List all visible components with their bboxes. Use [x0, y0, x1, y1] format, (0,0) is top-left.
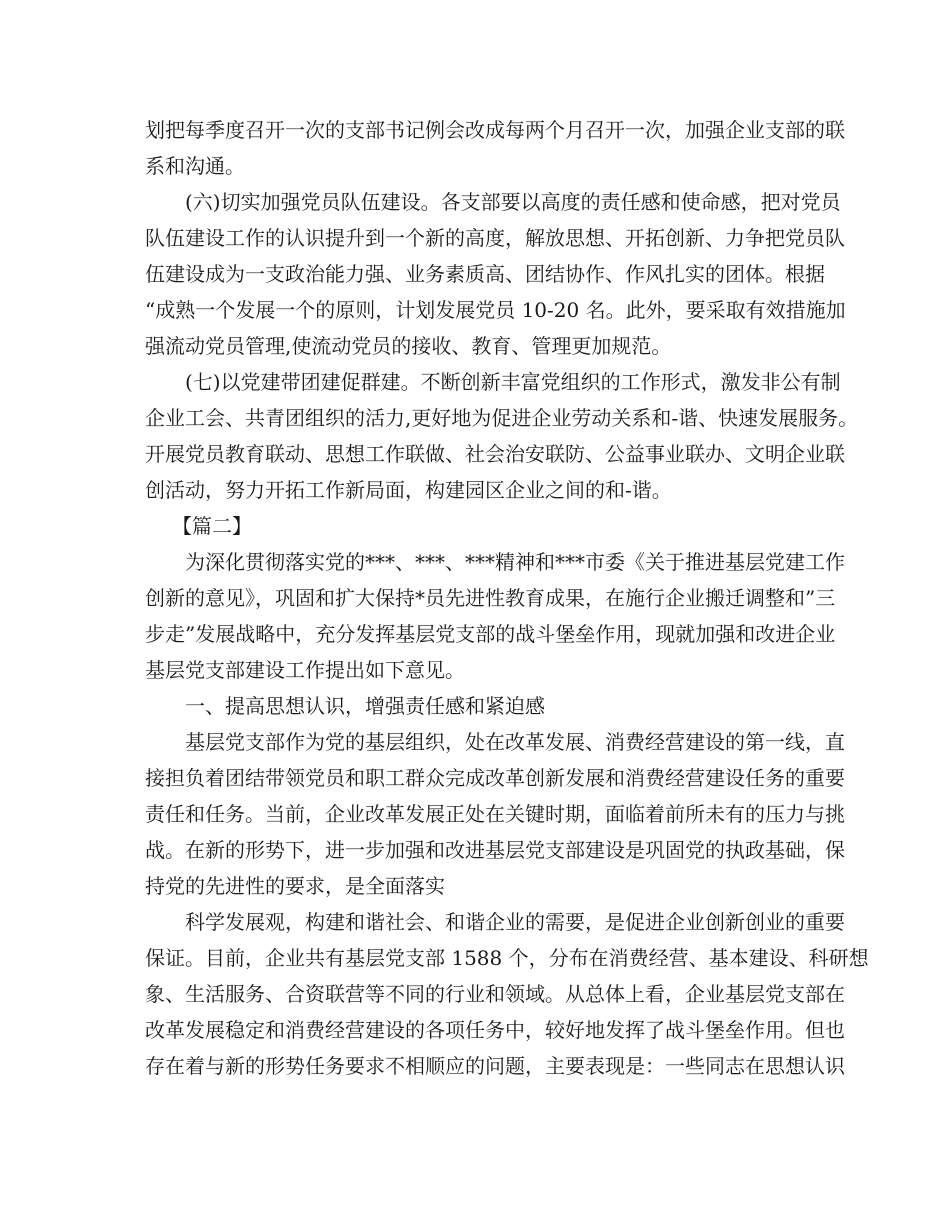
text-line: 基层党支部作为党的基层组织，处在改革发展、消费经营建设的第一线，直 [185, 730, 845, 754]
text-line: 企业工会、共青团组织的活力,更好地为促进企业劳动关系和-谐、快速发展服务。 [145, 406, 859, 430]
text-line: 划把每季度召开一次的支部书记例会改成每两个月召开一次，加强企业支部的联 [145, 118, 845, 142]
text-line: 接担负着团结带领党员和职工群众完成改革创新发展和消费经营建设任务的重要 [145, 766, 845, 790]
subsection-heading: 一、提高思想认识，增强责任感和紧迫感 [185, 694, 545, 718]
text-line: 强流动党员管理,使流动党员的接收、教育、管理更加规范。 [145, 334, 672, 358]
text-line: 改革发展稳定和消费经营建设的各项任务中，较好地发挥了战斗堡垒作用。但也 [145, 1018, 845, 1042]
text-line: 开展党员教育联动、思想工作联做、社会治安联防、公益事业联办、文明企业联 [145, 442, 845, 466]
text-line: (六)切实加强党员队伍建设。各支部要以高度的责任感和使命感，把对党员 [185, 190, 841, 214]
text-line: 为深化贯彻落实党的***、***、***精神和***市委《关于推进基层党建工作 [185, 550, 845, 574]
text-line: 步走”发展战略中，充分发挥基层党支部的战斗堡垒作用，现就加强和改进企业 [145, 622, 836, 646]
text-line: 伍建设成为一支政治能力强、业务素质高、团结协作、作风扎实的团体。根据 [145, 262, 825, 286]
text-line: 责任和任务。当前，企业改革发展正处在关键时期，面临着前所未有的压力与挑 [145, 802, 845, 826]
text-line: 科学发展观，构建和谐社会、和谐企业的需要，是促进企业创新创业的重要 [185, 910, 845, 934]
text-line: 存在着与新的形势任务要求不相顺应的问题，主要表现是：一些同志在思想认识 [145, 1054, 845, 1078]
text-line: 创新的意见》，巩固和扩大保持*员先进性教育成果，在施行企业搬迁调整和”三 [145, 586, 836, 610]
text-line: 战。在新的形势下，进一步加强和改进基层党支部建设是巩固党的执政基础，保 [145, 838, 845, 862]
text-line: 创活动，努力开拓工作新局面，构建园区企业之间的和-谐。 [145, 478, 672, 502]
text-line: 队伍建设工作的认识提升到一个新的高度，解放思想、开拓创新、力争把党员队 [145, 226, 845, 250]
text-line: 保证。目前，企业共有基层党支部 1588 个，分布在消费经营、基本建设、科研想 [145, 946, 869, 970]
section-heading: 【篇二】 [172, 514, 252, 538]
text-line: 基层党支部建设工作提出如下意见。 [145, 658, 465, 682]
text-line: “成熟一个发展一个的原则，计划发展党员 10-20 名。此外，要采取有效措施加 [145, 298, 846, 322]
text-line: 持党的先进性的要求，是全面落实 [145, 874, 445, 898]
text-line: 象、生活服务、合资联营等不同的行业和领域。从总体上看，企业基层党支部在 [145, 982, 845, 1006]
text-line: (七)以党建带团建促群建。不断创新丰富党组织的工作形式，激发非公有制 [185, 370, 841, 394]
text-line: 系和沟通。 [145, 154, 245, 178]
